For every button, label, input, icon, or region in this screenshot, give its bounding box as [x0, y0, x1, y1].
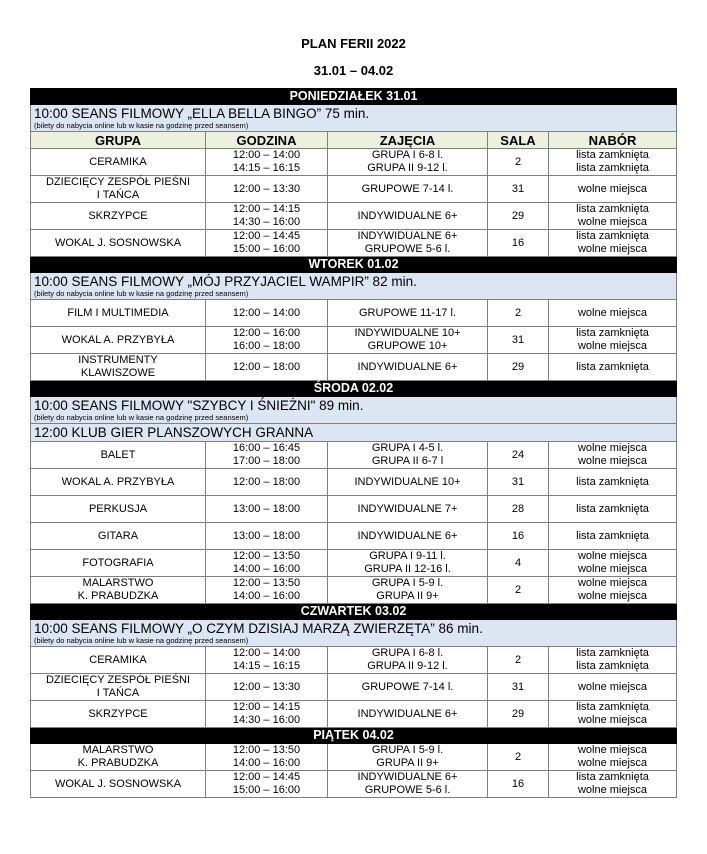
cell-sala: 2 — [488, 647, 549, 674]
nabor-line: lista zamknięta — [576, 162, 649, 174]
cell-godzina — [206, 771, 328, 798]
table-row — [31, 230, 677, 257]
zajecia-line: GRUPOWE 7-14 l. — [361, 680, 454, 693]
cell-grupa — [31, 744, 206, 771]
cell-godzina — [206, 300, 328, 327]
zajecia-line: INDYWIDUALNE 6+ — [357, 707, 458, 720]
cell-sala: 29 — [488, 354, 549, 381]
zajecia-line: INDYWIDUALNE 7+ — [357, 502, 458, 515]
zajecia-line: GRUPOWE 11-17 l. — [359, 306, 456, 319]
event-title: 12:00 KLUB GIER PLANSZOWYCH GRANNA — [34, 425, 314, 440]
event-title: 10:00 SEANS FILMOWY "SZYBCY I ŚNIEŻNI" 89 min. — [34, 398, 364, 413]
cell-grupa — [31, 674, 206, 701]
nabor-line: lista zamknięta — [576, 529, 649, 542]
godzina-line: 12:00 – 18:00 — [232, 475, 301, 488]
zajecia-line: GRUPA I 9-11 l. — [369, 550, 446, 562]
cell-grupa — [31, 496, 206, 523]
cell-zajecia — [328, 230, 488, 257]
event-cell — [31, 620, 677, 647]
cell-nabor — [549, 203, 677, 230]
nabor-line: wolne miejsca — [577, 243, 648, 255]
cell-sala: 31 — [488, 674, 549, 701]
cell-zajecia — [328, 176, 488, 203]
event-row — [31, 620, 677, 647]
cell-godzina — [206, 523, 328, 550]
cell-grupa — [31, 577, 206, 604]
zajecia-line: INDYWIDUALNE 10+ — [354, 327, 461, 339]
day-header-row — [31, 728, 677, 744]
cell-grupa — [31, 203, 206, 230]
cell-zajecia — [328, 203, 488, 230]
grupa-line: CERAMIKA — [89, 653, 147, 666]
cell-grupa — [31, 149, 206, 176]
cell-godzina — [206, 230, 328, 257]
godzina-line: 14:00 – 16:00 — [232, 590, 301, 602]
date-range: 31.01 – 04.02 — [313, 63, 394, 78]
godzina-line: 17:00 – 18:00 — [232, 455, 301, 467]
cell-nabor — [549, 496, 677, 523]
nabor-line: wolne miejsca — [577, 340, 648, 352]
cell-grupa — [31, 523, 206, 550]
cell-sala: 31 — [488, 176, 549, 203]
cell-zajecia — [328, 469, 488, 496]
cell-zajecia — [328, 550, 488, 577]
nabor-line: lista zamknięta — [576, 327, 649, 339]
godzina-line: 12:00 – 14:15 — [232, 203, 301, 215]
nabor-line: wolne miejsca — [577, 182, 648, 195]
nabor-line: lista zamknięta — [576, 660, 649, 672]
cell-godzina — [206, 149, 328, 176]
grupa-line: SKRZYPCE — [88, 707, 148, 720]
godzina-line: 12:00 – 13:50 — [232, 577, 301, 589]
ticket-note: (bilety do nabycia online lub w kasie na godzinę przed seansem) — [34, 121, 249, 130]
nabor-line: wolne miejsca — [577, 744, 648, 756]
cell-godzina — [206, 550, 328, 577]
nabor-line: wolne miejsca — [577, 784, 648, 796]
godzina-line: 12:00 – 13:50 — [232, 550, 301, 562]
cell-grupa — [31, 176, 206, 203]
cell-nabor — [549, 300, 677, 327]
godzina-line: 16:00 – 18:00 — [232, 340, 301, 352]
grupa-line: GITARA — [97, 529, 139, 542]
godzina-line: 12:00 – 14:45 — [232, 771, 301, 783]
cell-grupa — [31, 647, 206, 674]
nabor-line: lista zamknięta — [576, 502, 649, 515]
godzina-line: 12:00 – 14:00 — [232, 647, 301, 659]
column-header-grupa: GRUPA — [31, 132, 206, 149]
nabor-line: lista zamknięta — [576, 149, 649, 161]
table-row — [31, 327, 677, 354]
column-header-sala: SALA — [488, 132, 549, 149]
nabor-line: lista zamknięta — [576, 701, 649, 713]
godzina-line: 14:30 – 16:00 — [232, 216, 301, 228]
cell-nabor — [549, 744, 677, 771]
zajecia-line: GRUPOWE 5-6 l. — [364, 784, 451, 796]
zajecia-line: GRUPA I 6-8 l. — [371, 149, 444, 161]
day-header-row — [31, 89, 677, 105]
cell-sala: 2 — [488, 149, 549, 176]
grupa-line: SKRZYPCE — [88, 209, 148, 222]
godzina-line: 14:15 – 16:15 — [232, 660, 301, 672]
godzina-line: 12:00 – 18:00 — [232, 360, 301, 373]
event-cell — [31, 105, 677, 132]
nabor-line: lista zamknięta — [576, 203, 649, 215]
zajecia-line: GRUPA II 12-16 l. — [364, 563, 451, 575]
nabor-line: wolne miejsca — [577, 590, 648, 602]
ticket-note: (bilety do nabycia online lub w kasie na godzinę przed seansem) — [34, 413, 249, 422]
godzina-line: 12:00 – 14:00 — [232, 306, 301, 319]
godzina-line: 12:00 – 14:15 — [232, 701, 301, 713]
cell-sala: 2 — [488, 300, 549, 327]
cell-sala: 16 — [488, 771, 549, 798]
cell-grupa — [31, 771, 206, 798]
day-title: WTOREK 01.02 — [31, 257, 677, 273]
cell-grupa — [31, 354, 206, 381]
godzina-line: 15:00 – 16:00 — [232, 784, 301, 796]
table-row — [31, 744, 677, 771]
zajecia-line: GRUPOWE 5-6 l. — [364, 243, 451, 255]
table-row — [31, 771, 677, 798]
day-header-row — [31, 604, 677, 620]
cell-godzina — [206, 203, 328, 230]
zajecia-line: GRUPA I 6-8 l. — [371, 647, 444, 659]
cell-grupa — [31, 230, 206, 257]
table-row — [31, 674, 677, 701]
ticket-note: (bilety do nabycia online lub w kasie na godzinę przed seansem) — [34, 636, 249, 645]
cell-zajecia — [328, 577, 488, 604]
nabor-line: lista zamknięta — [576, 475, 649, 488]
table-row — [31, 354, 677, 381]
nabor-line: wolne miejsca — [577, 455, 648, 467]
godzina-line: 14:15 – 16:15 — [232, 162, 301, 174]
cell-nabor — [549, 442, 677, 469]
cell-grupa — [31, 442, 206, 469]
godzina-line: 12:00 – 13:30 — [232, 182, 301, 195]
column-header-row — [31, 132, 677, 149]
event-cell — [31, 424, 677, 442]
cell-sala: 2 — [488, 577, 549, 604]
godzina-line: 14:00 – 16:00 — [232, 757, 301, 769]
event-cell — [31, 397, 677, 424]
event-row — [31, 397, 677, 424]
cell-nabor — [549, 230, 677, 257]
cell-zajecia — [328, 327, 488, 354]
cell-sala: 4 — [488, 550, 549, 577]
godzina-line: 12:00 – 14:00 — [232, 149, 301, 161]
cell-sala: 29 — [488, 701, 549, 728]
grupa-line: DZIECIĘCY ZESPÓŁ PIEŚNI — [45, 176, 191, 188]
grupa-line: I TAŃCA — [96, 189, 140, 201]
zajecia-line: GRUPA II 9+ — [376, 590, 439, 602]
grupa-line: DZIECIĘCY ZESPÓŁ PIEŚNI — [45, 674, 191, 686]
table-row — [31, 550, 677, 577]
cell-zajecia — [328, 442, 488, 469]
table-row — [31, 496, 677, 523]
event-row — [31, 273, 677, 300]
nabor-line: lista zamknięta — [576, 360, 649, 373]
cell-sala: 31 — [488, 327, 549, 354]
grupa-line: WOKAL A. PRZYBYŁA — [61, 475, 175, 488]
cell-grupa — [31, 701, 206, 728]
zajecia-line: INDYWIDUALNE 6+ — [357, 360, 458, 373]
event-row — [31, 105, 677, 132]
grupa-line: I TAŃCA — [96, 687, 140, 699]
godzina-line: 13:00 – 18:00 — [232, 529, 301, 542]
zajecia-line: INDYWIDUALNE 10+ — [354, 475, 461, 488]
table-row — [31, 701, 677, 728]
cell-nabor — [549, 176, 677, 203]
godzina-line: 12:00 – 13:30 — [232, 680, 301, 693]
nabor-line: wolne miejsca — [577, 714, 648, 726]
cell-godzina — [206, 647, 328, 674]
godzina-line: 12:00 – 14:45 — [232, 230, 301, 242]
grupa-line: PERKUSJA — [88, 502, 148, 515]
cell-zajecia — [328, 523, 488, 550]
zajecia-line: GRUPA II 9-12 l. — [367, 162, 448, 174]
column-header-nabor: NABÓR — [549, 132, 677, 149]
cell-nabor — [549, 577, 677, 604]
cell-zajecia — [328, 300, 488, 327]
zajecia-line: INDYWIDUALNE 6+ — [357, 529, 458, 542]
cell-godzina — [206, 442, 328, 469]
cell-zajecia — [328, 701, 488, 728]
cell-sala: 31 — [488, 469, 549, 496]
cell-nabor — [549, 469, 677, 496]
grupa-line: WOKAL J. SOSNOWSKA — [54, 236, 182, 249]
nabor-line: wolne miejsca — [577, 577, 648, 589]
cell-nabor — [549, 327, 677, 354]
grupa-line: WOKAL J. SOSNOWSKA — [54, 777, 182, 790]
cell-grupa — [31, 469, 206, 496]
cell-nabor — [549, 674, 677, 701]
grupa-line: FOTOGRAFIA — [82, 556, 154, 569]
zajecia-line: INDYWIDUALNE 6+ — [357, 771, 458, 783]
cell-zajecia — [328, 149, 488, 176]
cell-sala: 16 — [488, 523, 549, 550]
cell-grupa — [31, 550, 206, 577]
zajecia-line: INDYWIDUALNE 6+ — [357, 209, 458, 222]
grupa-line: KLAWISZOWE — [80, 367, 156, 379]
godzina-line: 12:00 – 13:50 — [232, 744, 301, 756]
day-header-row — [31, 257, 677, 273]
zajecia-line: GRUPA I 5-9 l. — [371, 744, 444, 756]
cell-grupa — [31, 327, 206, 354]
cell-zajecia — [328, 496, 488, 523]
cell-godzina — [206, 496, 328, 523]
grupa-line: FILM I MULTIMEDIA — [67, 306, 169, 319]
cell-nabor — [549, 550, 677, 577]
godzina-line: 13:00 – 18:00 — [232, 502, 301, 515]
zajecia-line: GRUPA I 5-9 l. — [371, 577, 444, 589]
grupa-line: BALET — [100, 448, 136, 461]
nabor-line: wolne miejsca — [577, 216, 648, 228]
cell-sala: 2 — [488, 744, 549, 771]
table-row — [31, 523, 677, 550]
event-title: 10:00 SEANS FILMOWY „O CZYM DZISIAJ MARZĄ ZWIERZĘTA” 86 min. — [34, 621, 483, 636]
ticket-note: (bilety do nabycia online lub w kasie na godzinę przed seansem) — [34, 289, 249, 298]
table-row — [31, 203, 677, 230]
nabor-line: lista zamknięta — [576, 771, 649, 783]
cell-grupa — [31, 300, 206, 327]
godzina-line: 14:30 – 16:00 — [232, 714, 301, 726]
zajecia-line: GRUPA II 9-12 l. — [367, 660, 448, 672]
nabor-line: wolne miejsca — [577, 306, 648, 319]
event-row — [31, 424, 677, 442]
godzina-line: 15:00 – 16:00 — [232, 243, 301, 255]
zajecia-line: GRUPA I 4-5 l. — [371, 442, 444, 454]
cell-nabor — [549, 354, 677, 381]
cell-godzina — [206, 469, 328, 496]
nabor-line: lista zamknięta — [576, 647, 649, 659]
grupa-line: CERAMIKA — [89, 155, 147, 168]
cell-zajecia — [328, 354, 488, 381]
grupa-line: MALARSTWO — [82, 744, 154, 756]
cell-godzina — [206, 744, 328, 771]
event-title: 10:00 SEANS FILMOWY „MÓJ PRZYJACIEL WAMPIR” 82 min. — [34, 274, 417, 289]
schedule-table — [30, 88, 677, 798]
cell-zajecia — [328, 674, 488, 701]
event-cell — [31, 273, 677, 300]
cell-zajecia — [328, 771, 488, 798]
zajecia-line: GRUPOWE 10+ — [367, 340, 448, 352]
grupa-line: WOKAL A. PRZYBYŁA — [61, 333, 175, 346]
cell-godzina — [206, 327, 328, 354]
nabor-line: wolne miejsca — [577, 563, 648, 575]
cell-godzina — [206, 674, 328, 701]
day-title: PIĄTEK 04.02 — [31, 728, 677, 744]
table-row — [31, 300, 677, 327]
day-title: CZWARTEK 03.02 — [31, 604, 677, 620]
cell-nabor — [549, 647, 677, 674]
zajecia-line: GRUPA II 6-7 l — [371, 455, 444, 467]
column-header-godzina: GODZINA — [206, 132, 328, 149]
cell-zajecia — [328, 744, 488, 771]
nabor-line: wolne miejsca — [577, 442, 648, 454]
cell-sala: 28 — [488, 496, 549, 523]
day-title: ŚRODA 02.02 — [31, 381, 677, 397]
cell-godzina — [206, 701, 328, 728]
cell-nabor — [549, 701, 677, 728]
page-title: PLAN FERII 2022 — [301, 36, 406, 51]
nabor-line: lista zamknięta — [576, 230, 649, 242]
godzina-line: 12:00 – 16:00 — [232, 327, 301, 339]
nabor-line: wolne miejsca — [577, 680, 648, 693]
grupa-line: K. PRABUDZKA — [77, 590, 159, 602]
event-title: 10:00 SEANS FILMOWY „ELLA BELLA BINGO” 75 min. — [34, 106, 370, 121]
cell-godzina — [206, 176, 328, 203]
zajecia-line: INDYWIDUALNE 6+ — [357, 230, 458, 242]
cell-sala: 16 — [488, 230, 549, 257]
cell-nabor — [549, 149, 677, 176]
day-header-row — [31, 381, 677, 397]
table-row — [31, 577, 677, 604]
grupa-line: INSTRUMENTY — [78, 354, 158, 366]
table-row — [31, 469, 677, 496]
grupa-line: MALARSTWO — [82, 577, 154, 589]
cell-nabor — [549, 771, 677, 798]
nabor-line: wolne miejsca — [577, 550, 648, 562]
cell-zajecia — [328, 647, 488, 674]
cell-sala: 29 — [488, 203, 549, 230]
column-header-zajecia: ZAJĘCIA — [328, 132, 488, 149]
grupa-line: K. PRABUDZKA — [77, 757, 159, 769]
zajecia-line: GRUPA II 9+ — [376, 757, 439, 769]
table-row — [31, 442, 677, 469]
nabor-line: wolne miejsca — [577, 757, 648, 769]
cell-sala: 24 — [488, 442, 549, 469]
day-title: PONIEDZIAŁEK 31.01 — [31, 89, 677, 105]
table-row — [31, 149, 677, 176]
table-row — [31, 176, 677, 203]
table-row — [31, 647, 677, 674]
cell-godzina — [206, 354, 328, 381]
zajecia-line: GRUPOWE 7-14 l. — [361, 182, 454, 195]
cell-godzina — [206, 577, 328, 604]
godzina-line: 16:00 – 16:45 — [232, 442, 301, 454]
godzina-line: 14:00 – 16:00 — [232, 563, 301, 575]
cell-nabor — [549, 523, 677, 550]
